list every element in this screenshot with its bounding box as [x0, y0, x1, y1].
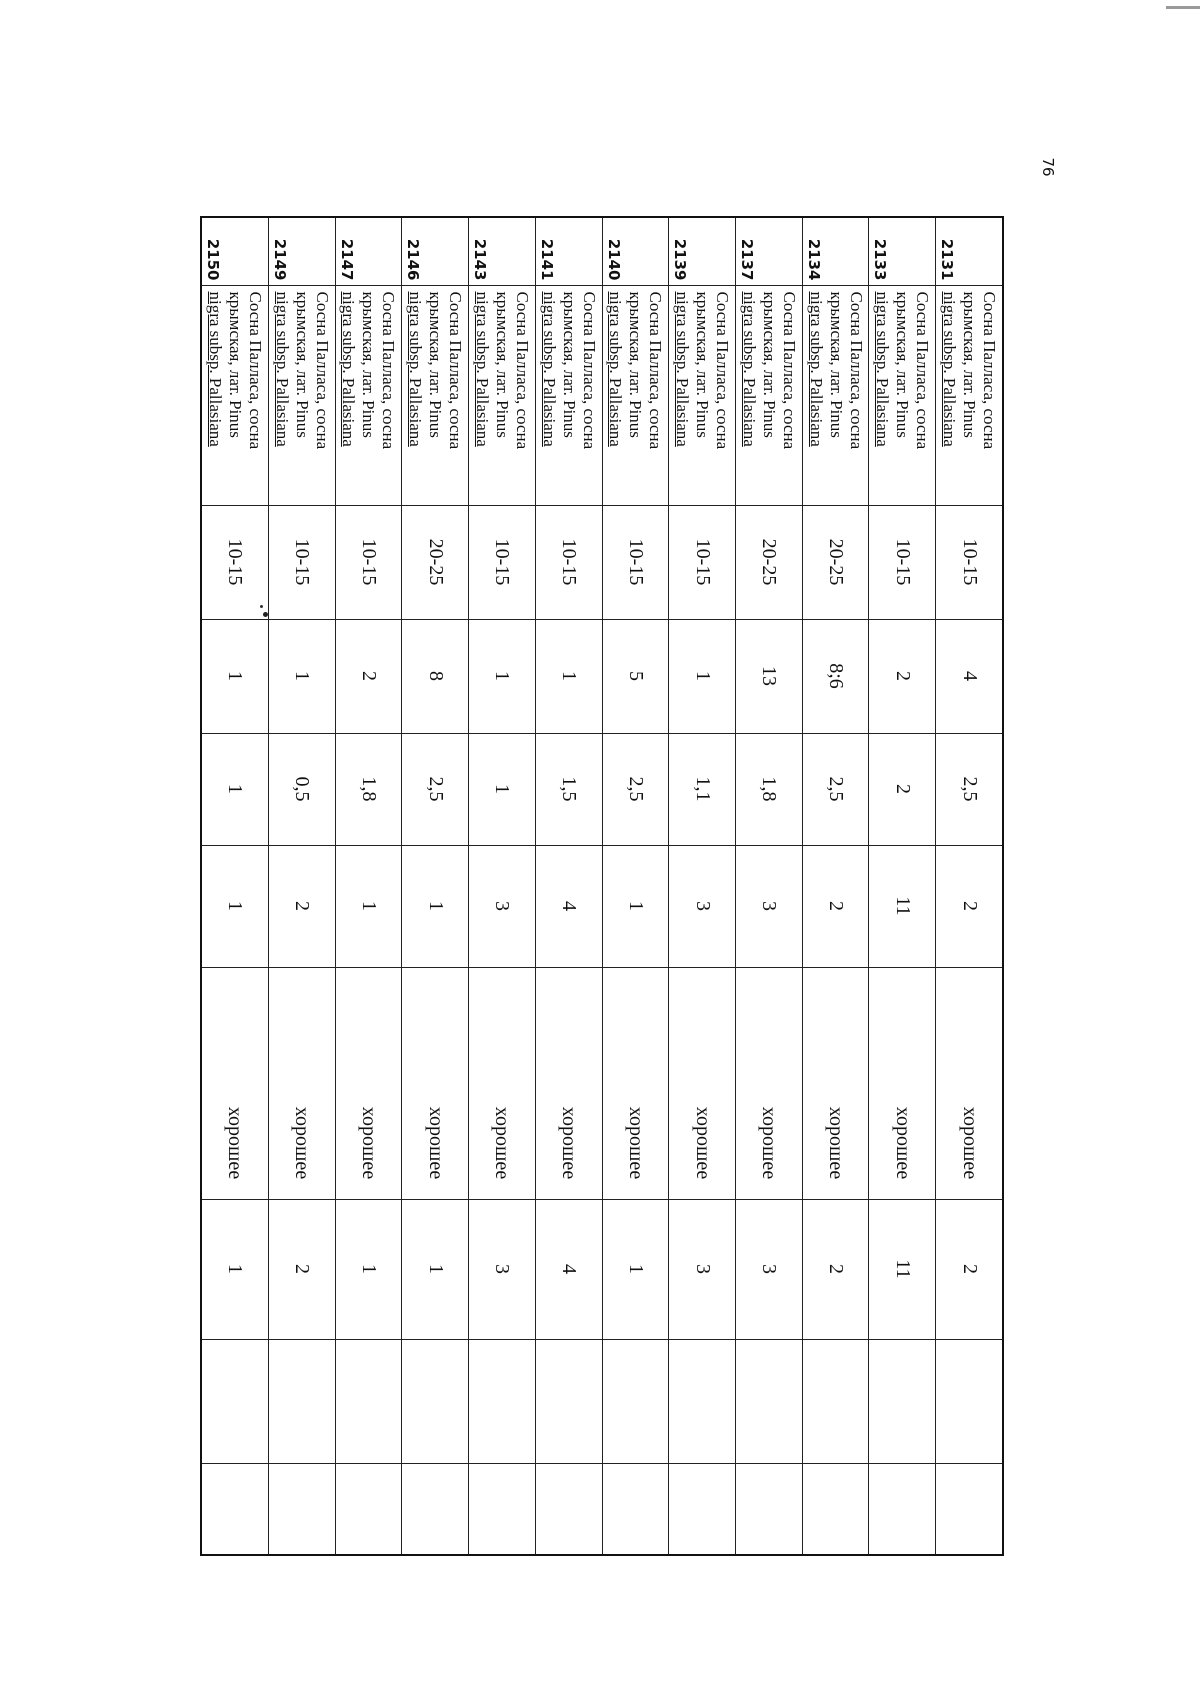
- species-name-line: nigra subsp. Pallasiana: [205, 291, 225, 447]
- tree-number-cell-text: 2143: [471, 238, 490, 281]
- total-cell-text: 2: [825, 1264, 848, 1274]
- height-cell-text: 2: [891, 784, 914, 794]
- tree-number-cell-text: 2133: [871, 238, 890, 281]
- tree-number-cell: [201, 217, 268, 285]
- age-cell: [469, 505, 536, 619]
- age-cell-text: 10-15: [491, 538, 514, 586]
- tree-number-cell: [669, 217, 736, 285]
- tree-inventory-table: [200, 216, 1004, 1556]
- count-cell: [335, 845, 402, 967]
- empty-cell: [535, 1339, 602, 1463]
- tree-number-cell-text: 2147: [337, 238, 356, 281]
- empty-cell: [402, 1339, 469, 1463]
- species-name-line: nigra subsp. Pallasiana: [272, 291, 292, 447]
- age-cell-text: 10-15: [891, 538, 914, 586]
- empty-cell: [736, 1463, 803, 1555]
- tree-number-cell-text: 2134: [804, 238, 823, 281]
- condition-cell: [201, 967, 268, 1199]
- age-cell-text: 10-15: [357, 538, 380, 586]
- diameter-cell-text: 1: [224, 671, 247, 681]
- empty-cell: [402, 1463, 469, 1555]
- species-name-line: Сосна Палласа, сосна: [579, 291, 599, 450]
- table-row: [335, 217, 402, 1555]
- tree-number-cell: [869, 217, 936, 285]
- total-cell: [736, 1199, 803, 1339]
- diameter-cell: [736, 619, 803, 733]
- species-name-line: крымская, лат. Pinus: [426, 291, 446, 438]
- table-row: [736, 217, 803, 1555]
- species-name-line: Сосна Палласа, сосна: [913, 291, 933, 450]
- species-name-cell: [869, 285, 936, 505]
- condition-cell: [469, 967, 536, 1199]
- tree-number-cell: [469, 217, 536, 285]
- empty-cell: [335, 1339, 402, 1463]
- age-cell-text: 20-25: [825, 538, 848, 586]
- count-cell: [869, 845, 936, 967]
- height-cell: [201, 733, 268, 845]
- empty-cell: [602, 1339, 669, 1463]
- diameter-cell: [402, 619, 469, 733]
- species-name-cell: [268, 285, 335, 505]
- total-cell: [268, 1199, 335, 1339]
- age-cell-text: 10-15: [958, 538, 981, 586]
- species-name-line: Сосна Палласа, сосна: [312, 291, 332, 450]
- empty-cell: [869, 1339, 936, 1463]
- empty-cell: [268, 1339, 335, 1463]
- tree-number-cell-text: 2139: [671, 238, 690, 281]
- condition-cell-text: хорошее: [491, 1106, 514, 1180]
- condition-cell: [869, 967, 936, 1199]
- tree-number-cell: [268, 217, 335, 285]
- count-cell-text: 3: [691, 901, 714, 911]
- height-cell: [402, 733, 469, 845]
- condition-cell-text: хорошее: [224, 1106, 247, 1180]
- tree-number-cell-text: 2137: [738, 238, 757, 281]
- age-cell: [602, 505, 669, 619]
- age-cell: [669, 505, 736, 619]
- tree-number-cell-text: 2146: [404, 238, 423, 281]
- diameter-cell: [201, 619, 268, 733]
- age-cell: [535, 505, 602, 619]
- count-cell-text: 3: [491, 901, 514, 911]
- table-row: [268, 217, 335, 1555]
- height-cell: [535, 733, 602, 845]
- diameter-cell-text: 8: [424, 671, 447, 681]
- height-cell: [602, 733, 669, 845]
- tree-number-cell: [402, 217, 469, 285]
- species-name-line: Сосна Палласа, сосна: [379, 291, 399, 450]
- count-cell-text: 3: [758, 901, 781, 911]
- diameter-cell-text: 1: [291, 671, 314, 681]
- height-cell-text: 2,5: [958, 776, 981, 802]
- species-name-line: крымская, лат. Pinus: [359, 291, 379, 438]
- page-number: 76: [1039, 157, 1057, 177]
- table-row: [469, 217, 536, 1555]
- species-name-line: крымская, лат. Pinus: [693, 291, 713, 438]
- table-row: [535, 217, 602, 1555]
- count-cell-text: 1: [424, 901, 447, 911]
- empty-cell: [535, 1463, 602, 1555]
- total-cell: [602, 1199, 669, 1339]
- tree-number-cell: [802, 217, 869, 285]
- scan-speck: [263, 612, 268, 617]
- count-cell-text: 2: [958, 901, 981, 911]
- count-cell: [936, 845, 1003, 967]
- empty-cell: [201, 1463, 268, 1555]
- height-cell: [936, 733, 1003, 845]
- diameter-cell-text: 2: [891, 671, 914, 681]
- diameter-cell: [869, 619, 936, 733]
- table-row: [669, 217, 736, 1555]
- table-body: [201, 217, 1003, 1555]
- count-cell-text: 2: [291, 901, 314, 911]
- age-cell: [936, 505, 1003, 619]
- tree-number-cell: [335, 217, 402, 285]
- height-cell: [469, 733, 536, 845]
- diameter-cell: [602, 619, 669, 733]
- condition-cell: [402, 967, 469, 1199]
- height-cell-text: 1: [491, 784, 514, 794]
- height-cell-text: 2,5: [424, 776, 447, 802]
- total-cell: [335, 1199, 402, 1339]
- height-cell-text: 1,8: [758, 776, 781, 802]
- total-cell-text: 4: [558, 1264, 581, 1274]
- total-cell-text: 1: [424, 1264, 447, 1274]
- diameter-cell-text: 1: [558, 671, 581, 681]
- condition-cell-text: хорошее: [825, 1106, 848, 1180]
- age-cell: [736, 505, 803, 619]
- species-name-line: nigra subsp. Pallasiana: [339, 291, 359, 447]
- age-cell-text: 10-15: [558, 538, 581, 586]
- age-cell-text: 10-15: [691, 538, 714, 586]
- empty-cell: [736, 1339, 803, 1463]
- height-cell: [335, 733, 402, 845]
- species-name-line: крымская, лат. Pinus: [826, 291, 846, 438]
- condition-cell: [736, 967, 803, 1199]
- empty-cell: [602, 1463, 669, 1555]
- tree-number-cell: [936, 217, 1003, 285]
- total-cell-text: 1: [624, 1264, 647, 1274]
- condition-cell-text: хорошее: [891, 1106, 914, 1180]
- species-name-line: Сосна Палласа, сосна: [646, 291, 666, 450]
- count-cell: [268, 845, 335, 967]
- count-cell: [535, 845, 602, 967]
- count-cell: [402, 845, 469, 967]
- tree-number-cell-text: 2140: [604, 238, 623, 281]
- species-name-line: Сосна Палласа, сосна: [245, 291, 265, 450]
- diameter-cell: [936, 619, 1003, 733]
- condition-cell-text: хорошее: [758, 1106, 781, 1180]
- tree-number-cell: [602, 217, 669, 285]
- count-cell-text: 11: [891, 896, 914, 916]
- total-cell-text: 1: [224, 1264, 247, 1274]
- age-cell: [335, 505, 402, 619]
- species-name-line: nigra subsp. Pallasiana: [806, 291, 826, 447]
- species-name-line: Сосна Палласа, сосна: [846, 291, 866, 450]
- species-name-line: nigra subsp. Pallasiana: [739, 291, 759, 447]
- diameter-cell: [335, 619, 402, 733]
- species-name-line: Сосна Палласа, сосна: [512, 291, 532, 450]
- species-name-line: nigra subsp. Pallasiana: [940, 291, 960, 447]
- species-name-line: крымская, лат. Pinus: [292, 291, 312, 438]
- empty-cell: [669, 1463, 736, 1555]
- height-cell-text: 2,5: [825, 776, 848, 802]
- count-cell-text: 1: [224, 901, 247, 911]
- diameter-cell-text: 1: [491, 671, 514, 681]
- condition-cell-text: хорошее: [558, 1106, 581, 1180]
- diameter-cell-text: 1: [691, 671, 714, 681]
- age-cell: [201, 505, 268, 619]
- species-name-line: nigra subsp. Pallasiana: [673, 291, 693, 447]
- height-cell: [669, 733, 736, 845]
- condition-cell: [669, 967, 736, 1199]
- species-name-line: крымская, лат. Pinus: [893, 291, 913, 438]
- tree-number-cell-text: 2150: [204, 238, 222, 281]
- total-cell: [802, 1199, 869, 1339]
- empty-cell: [802, 1339, 869, 1463]
- empty-cell: [802, 1463, 869, 1555]
- total-cell-text: 3: [758, 1264, 781, 1274]
- height-cell-text: 0,5: [291, 776, 314, 802]
- species-name-cell: [936, 285, 1003, 505]
- species-name-line: Сосна Палласа, сосна: [446, 291, 466, 450]
- condition-cell-text: хорошее: [958, 1106, 981, 1180]
- species-name-line: крымская, лат. Pinus: [492, 291, 512, 438]
- age-cell: [869, 505, 936, 619]
- species-name-line: nigra subsp. Pallasiana: [539, 291, 559, 447]
- species-name-line: Сосна Палласа, сосна: [713, 291, 733, 450]
- count-cell-text: 1: [357, 901, 380, 911]
- condition-cell: [936, 967, 1003, 1199]
- total-cell-text: 3: [691, 1264, 714, 1274]
- species-name-cell: [402, 285, 469, 505]
- tree-inventory-table-wrapper: [200, 216, 1004, 1554]
- scan-speck: [260, 605, 263, 608]
- condition-cell: [335, 967, 402, 1199]
- diameter-cell-text: 2: [357, 671, 380, 681]
- species-name-cell: [335, 285, 402, 505]
- count-cell-text: 1: [624, 901, 647, 911]
- height-cell-text: 1,1: [691, 776, 714, 802]
- table-row: [402, 217, 469, 1555]
- age-cell-text: 20-25: [424, 538, 447, 586]
- count-cell: [469, 845, 536, 967]
- total-cell: [936, 1199, 1003, 1339]
- condition-cell-text: хорошее: [624, 1106, 647, 1180]
- table-row: [201, 217, 268, 1555]
- total-cell-text: 11: [891, 1259, 914, 1279]
- height-cell: [802, 733, 869, 845]
- species-name-line: крымская, лат. Pinus: [626, 291, 646, 438]
- species-name-line: крымская, лат. Pinus: [225, 291, 245, 438]
- empty-cell: [936, 1339, 1003, 1463]
- count-cell: [736, 845, 803, 967]
- species-name-cell: [535, 285, 602, 505]
- empty-cell: [669, 1339, 736, 1463]
- diameter-cell: [802, 619, 869, 733]
- total-cell: [469, 1199, 536, 1339]
- age-cell: [268, 505, 335, 619]
- diameter-cell-text: 4: [958, 671, 981, 681]
- count-cell: [602, 845, 669, 967]
- species-name-cell: [469, 285, 536, 505]
- empty-cell: [268, 1463, 335, 1555]
- age-cell-text: 10-15: [624, 538, 647, 586]
- empty-cell: [335, 1463, 402, 1555]
- total-cell-text: 2: [291, 1264, 314, 1274]
- height-cell: [869, 733, 936, 845]
- total-cell-text: 2: [958, 1264, 981, 1274]
- count-cell: [669, 845, 736, 967]
- height-cell: [268, 733, 335, 845]
- diameter-cell: [535, 619, 602, 733]
- total-cell-text: 1: [357, 1264, 380, 1274]
- count-cell-text: 4: [558, 901, 581, 911]
- count-cell-text: 2: [825, 901, 848, 911]
- diameter-cell-text: 8;6: [825, 663, 848, 689]
- total-cell-text: 3: [491, 1264, 514, 1274]
- age-cell-text: 10-15: [291, 538, 314, 586]
- condition-cell-text: хорошее: [691, 1106, 714, 1180]
- height-cell: [736, 733, 803, 845]
- empty-cell: [469, 1463, 536, 1555]
- diameter-cell-text: 13: [758, 666, 781, 686]
- species-name-cell: [201, 285, 268, 505]
- species-name-line: nigra subsp. Pallasiana: [606, 291, 626, 447]
- table-row: [602, 217, 669, 1555]
- condition-cell: [802, 967, 869, 1199]
- height-cell-text: 1: [224, 784, 247, 794]
- species-name-cell: [736, 285, 803, 505]
- tree-number-cell-text: 2141: [537, 238, 556, 281]
- species-name-line: Сосна Палласа, сосна: [779, 291, 799, 450]
- condition-cell: [602, 967, 669, 1199]
- scan-edge-mark: [1166, 6, 1200, 9]
- species-name-line: nigra subsp. Pallasiana: [873, 291, 893, 447]
- empty-cell: [201, 1339, 268, 1463]
- species-name-cell: [602, 285, 669, 505]
- total-cell: [535, 1199, 602, 1339]
- height-cell-text: 1,8: [357, 776, 380, 802]
- age-cell: [802, 505, 869, 619]
- species-name-line: крымская, лат. Pinus: [559, 291, 579, 438]
- species-name-cell: [802, 285, 869, 505]
- species-name-cell: [669, 285, 736, 505]
- species-name-line: крымская, лат. Pinus: [960, 291, 980, 438]
- total-cell: [669, 1199, 736, 1339]
- age-cell-text: 20-25: [758, 538, 781, 586]
- condition-cell-text: хорошее: [357, 1106, 380, 1180]
- height-cell-text: 2,5: [624, 776, 647, 802]
- age-cell: [402, 505, 469, 619]
- tree-number-cell: [736, 217, 803, 285]
- condition-cell: [268, 967, 335, 1199]
- age-cell-text: 10-15: [224, 538, 247, 586]
- species-name-line: Сосна Палласа, сосна: [980, 291, 1000, 450]
- species-name-line: nigra subsp. Pallasiana: [406, 291, 426, 447]
- condition-cell-text: хорошее: [424, 1106, 447, 1180]
- diameter-cell-text: 5: [624, 671, 647, 681]
- height-cell-text: 1,5: [558, 776, 581, 802]
- condition-cell-text: хорошее: [291, 1106, 314, 1180]
- table-row: [802, 217, 869, 1555]
- table-row: [936, 217, 1003, 1555]
- tree-number-cell: [535, 217, 602, 285]
- empty-cell: [936, 1463, 1003, 1555]
- diameter-cell: [469, 619, 536, 733]
- condition-cell: [535, 967, 602, 1199]
- diameter-cell: [669, 619, 736, 733]
- species-name-line: крымская, лат. Pinus: [759, 291, 779, 438]
- tree-number-cell-text: 2149: [270, 238, 289, 281]
- empty-cell: [469, 1339, 536, 1463]
- total-cell: [869, 1199, 936, 1339]
- species-name-line: nigra subsp. Pallasiana: [472, 291, 492, 447]
- count-cell: [201, 845, 268, 967]
- diameter-cell: [268, 619, 335, 733]
- empty-cell: [869, 1463, 936, 1555]
- total-cell: [201, 1199, 268, 1339]
- total-cell: [402, 1199, 469, 1339]
- table-row: [869, 217, 936, 1555]
- count-cell: [802, 845, 869, 967]
- tree-number-cell-text: 2131: [938, 238, 957, 281]
